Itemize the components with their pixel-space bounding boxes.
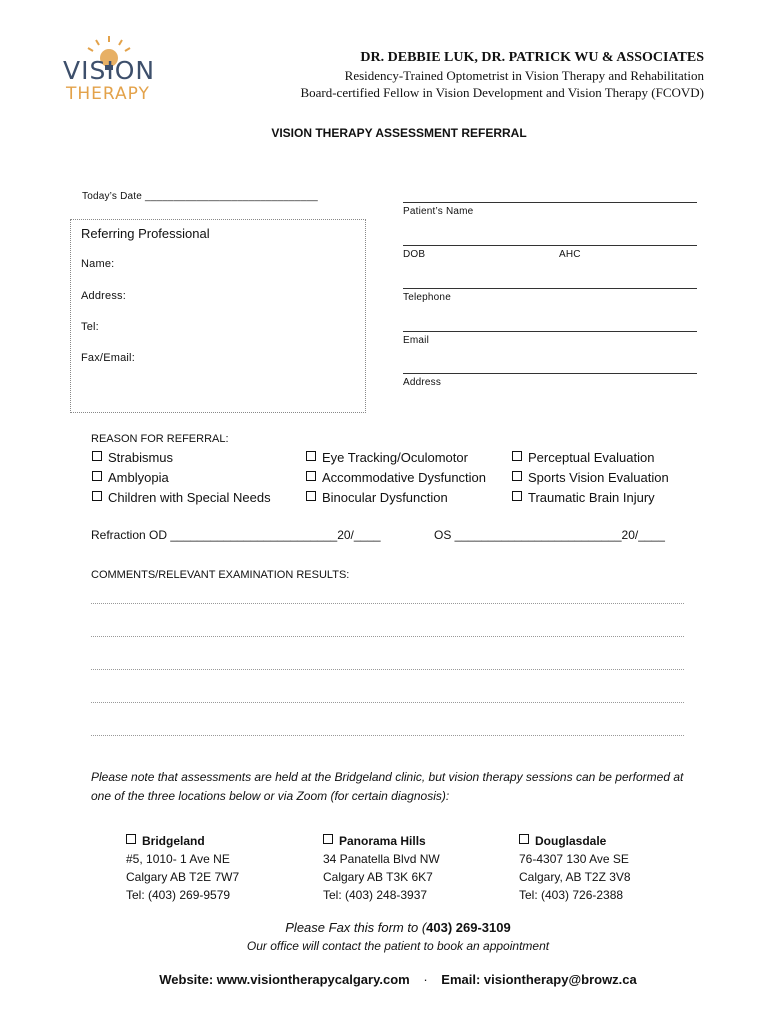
reason-option[interactable]: Binocular Dysfunction [306, 488, 486, 508]
logo-line1: VISION [63, 56, 156, 85]
reason-col3 [512, 448, 669, 508]
fax-prefix: Please Fax this form to ( [285, 920, 427, 935]
checkbox-icon[interactable] [512, 471, 522, 481]
comment-line[interactable] [91, 636, 684, 637]
checkbox-icon[interactable] [126, 834, 136, 844]
location-douglasdale[interactable] [519, 832, 631, 904]
reason-title: REASON FOR REFERRAL: [91, 433, 229, 445]
location-bridgeland[interactable] [126, 832, 239, 904]
referring-address-label: Address: [81, 290, 127, 302]
checkbox-icon[interactable] [92, 491, 102, 501]
footer [0, 972, 770, 987]
location-name: Panorama Hills [339, 834, 426, 848]
dob-label: DOB [403, 249, 426, 260]
checkbox-icon[interactable] [92, 451, 102, 461]
patient-name-line[interactable] [403, 202, 697, 203]
referring-name-label: Name: [81, 258, 115, 270]
location-address2: Calgary AB T3K 6K7 [323, 870, 433, 884]
locations-note: Please note that assessments are held at the Bridgeland clinic, but vision therapy sessions can be performed at one of the three locations below or via Zoom (for certain diagnosis): [91, 770, 684, 803]
reason-col1 [92, 448, 271, 508]
comment-line[interactable] [91, 702, 684, 703]
refraction-os-field[interactable]: OS _________________________20/____ [434, 528, 665, 542]
contact-note: Our office will contact the patient to book an appointment [246, 939, 550, 953]
ahc-label: AHC [559, 249, 581, 260]
referring-tel-label: Tel: [81, 321, 99, 333]
reason-option[interactable]: Accommodative Dysfunction [306, 468, 486, 488]
email-line[interactable] [403, 331, 697, 332]
logo [62, 34, 162, 106]
referring-professional-box [70, 219, 366, 413]
fax-number: 403) 269-3109 [426, 920, 511, 935]
dob-line[interactable] [403, 245, 697, 246]
checkbox-icon[interactable] [306, 491, 316, 501]
location-name: Douglasdale [535, 834, 607, 848]
website-link[interactable]: Website: www.visiontherapycalgary.com [159, 972, 410, 987]
location-address1: 34 Panatella Blvd NW [323, 852, 440, 866]
fax-instruction [0, 920, 770, 935]
location-tel: Tel: (403) 248-3937 [323, 888, 428, 902]
location-address2: Calgary AB T2E 7W7 [126, 870, 240, 884]
telephone-line[interactable] [403, 288, 697, 289]
comment-line[interactable] [91, 669, 684, 670]
location-panorama-hills[interactable] [323, 832, 440, 904]
reason-col2 [306, 448, 486, 508]
checkbox-icon[interactable] [512, 491, 522, 501]
checkbox-icon[interactable] [306, 451, 316, 461]
reason-option[interactable]: Strabismus [92, 448, 271, 468]
email-label: Email [403, 335, 430, 346]
checkbox-icon[interactable] [306, 471, 316, 481]
reason-option[interactable]: Sports Vision Evaluation [512, 468, 669, 488]
header-line2: Board-certified Fellow in Vision Development and Vision Therapy (FCOVD) [300, 85, 704, 100]
email-link[interactable]: Email: visiontherapy@browz.ca [441, 972, 637, 987]
reason-option[interactable]: Amblyopia [92, 468, 271, 488]
location-tel: Tel: (403) 269-9579 [126, 888, 231, 902]
form-title: VISION THERAPY ASSESSMENT REFERRAL [271, 126, 527, 140]
practice-name: DR. DEBBIE LUK, DR. PATRICK WU & ASSOCIATES [360, 50, 704, 65]
checkbox-icon[interactable] [512, 451, 522, 461]
location-tel: Tel: (403) 726-2388 [519, 888, 624, 902]
referring-fax-label: Fax/Email: [81, 352, 135, 364]
reason-option[interactable]: Eye Tracking/Oculomotor [306, 448, 486, 468]
comment-line[interactable] [91, 603, 684, 604]
reason-option[interactable]: Traumatic Brain Injury [512, 488, 669, 508]
location-address2: Calgary, AB T2Z 3V8 [519, 870, 631, 884]
logo-line2: THERAPY [66, 84, 150, 104]
todays-date-field[interactable]: Today’s Date ______________________________ [82, 191, 318, 202]
checkbox-icon[interactable] [323, 834, 333, 844]
comment-line[interactable] [91, 735, 684, 736]
checkbox-icon[interactable] [519, 834, 529, 844]
checkbox-icon[interactable] [92, 471, 102, 481]
header-line1: Residency-Trained Optometrist in Vision Therapy and Rehabilitation [344, 68, 704, 83]
patient-name-label: Patient’s Name [403, 206, 474, 217]
reason-option[interactable]: Perceptual Evaluation [512, 448, 669, 468]
telephone-label: Telephone [403, 292, 451, 303]
refraction-od-field[interactable]: Refraction OD _________________________20/____ [91, 528, 381, 542]
footer-separator: · [423, 972, 428, 987]
address-line[interactable] [403, 373, 697, 374]
referring-title: Referring Professional [81, 226, 210, 241]
address-label: Address [403, 377, 442, 388]
location-name: Bridgeland [142, 834, 205, 848]
reason-option[interactable]: Children with Special Needs [92, 488, 271, 508]
location-address1: #5, 1010- 1 Ave NE [126, 852, 230, 866]
comments-title: COMMENTS/RELEVANT EXAMINATION RESULTS: [91, 569, 350, 581]
location-address1: 76-4307 130 Ave SE [519, 852, 629, 866]
